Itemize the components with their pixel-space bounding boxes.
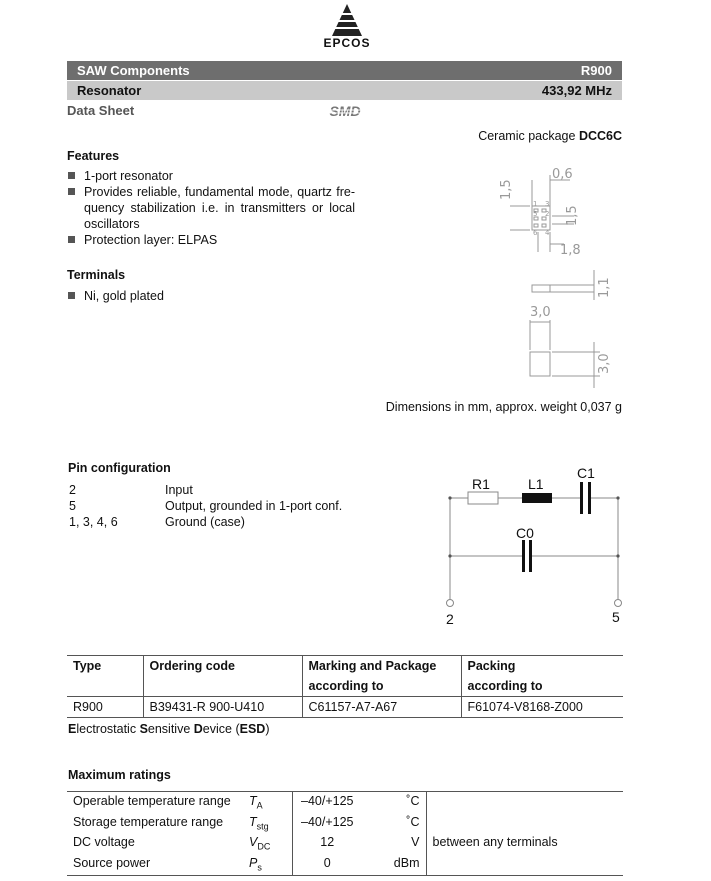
features-list bbox=[67, 168, 355, 248]
c0-label: C0 bbox=[516, 525, 534, 541]
header-cell: Marking and Package bbox=[302, 656, 461, 677]
header-cell: Type bbox=[67, 656, 143, 677]
value-cell: –40/+125 bbox=[292, 792, 362, 814]
dim-label: 0,6 bbox=[552, 167, 573, 182]
unit-cell: V bbox=[411, 835, 420, 849]
features-heading: Features bbox=[67, 149, 120, 163]
header-cell: Ordering code bbox=[143, 656, 302, 677]
l1-label: L1 bbox=[528, 476, 544, 492]
dim-label: 3,0 bbox=[530, 305, 551, 320]
note-cell bbox=[426, 855, 623, 876]
dimensions-caption: Dimensions in mm, approx. weight 0,037 g bbox=[385, 400, 622, 414]
terminals-list bbox=[67, 288, 355, 304]
dim-label: 3,0 bbox=[597, 353, 612, 374]
package-line bbox=[420, 129, 622, 143]
table-row bbox=[67, 814, 623, 835]
pin-number-cell: 5 bbox=[69, 499, 76, 513]
table-cell: F61074-V8168-Z000 bbox=[461, 697, 623, 718]
esd-letter: D bbox=[193, 722, 203, 736]
table-row bbox=[67, 792, 623, 814]
pin-number: 1 bbox=[533, 200, 538, 208]
header-bar-frequency bbox=[67, 81, 622, 100]
table-row bbox=[67, 855, 623, 876]
pin-number: 6 bbox=[533, 229, 538, 237]
ordering-table bbox=[67, 655, 623, 718]
package-drawing bbox=[490, 160, 630, 390]
package-prefix: Ceramic package bbox=[478, 129, 579, 143]
header-cell: Packing bbox=[461, 656, 623, 677]
output-pin-label: 5 bbox=[612, 609, 620, 625]
esd-note bbox=[68, 722, 270, 736]
product-frequency: 433,92 MHz bbox=[541, 83, 612, 98]
product-family: SAW Components bbox=[77, 63, 190, 78]
header-cell bbox=[67, 676, 143, 697]
esd-text: ensitive bbox=[147, 722, 194, 736]
capacitor-plate bbox=[529, 540, 532, 572]
note-cell bbox=[426, 814, 623, 835]
symbol-cell bbox=[243, 792, 292, 814]
symbol-sub: DC bbox=[257, 841, 271, 852]
dim-label: 1,5 bbox=[565, 205, 580, 226]
pin-number: 2 bbox=[545, 210, 550, 218]
product-kind: Resonator bbox=[77, 83, 142, 98]
smd-badge-icon bbox=[310, 104, 380, 118]
max-ratings-heading: Maximum ratings bbox=[68, 768, 171, 782]
pin-number-cell: 1, 3, 4, 6 bbox=[69, 515, 118, 529]
symbol-cell bbox=[243, 834, 292, 855]
input-pin-label: 2 bbox=[446, 611, 454, 627]
package-name: DCC6C bbox=[578, 129, 622, 143]
capacitor-plate bbox=[522, 540, 525, 572]
symbol: V bbox=[249, 835, 258, 849]
dim-label: 1,1 bbox=[597, 277, 612, 298]
inductor-symbol bbox=[522, 493, 552, 503]
symbol-cell bbox=[243, 855, 292, 876]
smd-badge-text: SMD bbox=[329, 104, 361, 118]
table-cell: B39431-R 900-U410 bbox=[143, 697, 302, 718]
capacitor-plate bbox=[588, 482, 591, 514]
pin-number: 4 bbox=[545, 229, 550, 237]
pin-desc-cell: Ground (case) bbox=[165, 515, 245, 529]
param-cell: Storage temperature range bbox=[73, 814, 224, 829]
header-cell: according to bbox=[302, 676, 461, 697]
pin-config-heading: Pin configuration bbox=[68, 461, 171, 475]
doc-subtitle: Data Sheet bbox=[67, 103, 135, 118]
symbol: T bbox=[249, 814, 257, 829]
table-header-row bbox=[67, 656, 623, 677]
table-row bbox=[67, 697, 623, 718]
esd-letter: E bbox=[68, 722, 77, 736]
r1-label: R1 bbox=[472, 476, 490, 492]
unit-cell: dBm bbox=[362, 855, 426, 876]
header-cell bbox=[143, 676, 302, 697]
feature-item: Provides reliable, fundamental mode, quartz fre-quency stabilization i.e. in transmitters or local oscillators bbox=[67, 184, 355, 232]
symbol-sub: A bbox=[256, 800, 263, 811]
esd-text: ) bbox=[265, 722, 270, 736]
esd-abbr: ESD bbox=[239, 722, 266, 736]
param-cell: Source power bbox=[67, 855, 243, 876]
note-cell: between any terminals bbox=[426, 834, 623, 855]
dim-label: 1,5 bbox=[499, 179, 514, 200]
equivalent-circuit-diagram bbox=[430, 460, 640, 630]
terminals-heading: Terminals bbox=[67, 268, 126, 282]
unit-cell: ˚C bbox=[362, 792, 426, 814]
note-cell bbox=[426, 792, 623, 814]
table-cell: R900 bbox=[67, 697, 143, 718]
symbol-sub: stg bbox=[256, 821, 269, 831]
c1-label: C1 bbox=[577, 465, 595, 481]
symbol-cell bbox=[243, 814, 292, 835]
capacitor-plate bbox=[580, 482, 583, 514]
symbol: P bbox=[249, 855, 258, 870]
table-row bbox=[67, 834, 623, 855]
esd-text: lectrostatic bbox=[76, 722, 140, 736]
unit-cell: ˚C bbox=[406, 814, 420, 829]
pin-number-cell: 2 bbox=[69, 483, 76, 497]
esd-text: evice ( bbox=[202, 722, 240, 736]
table-header-row bbox=[67, 676, 623, 697]
pin-desc-cell: Input bbox=[165, 483, 193, 497]
esd-letter: S bbox=[139, 722, 148, 736]
pin-desc-cell: Output, grounded in 1-port conf. bbox=[165, 499, 343, 513]
value-cell: –40/+125 bbox=[292, 814, 362, 835]
table-cell: C61157-A7-A67 bbox=[302, 697, 461, 718]
param-cell: DC voltage bbox=[73, 835, 135, 849]
max-ratings-table bbox=[67, 791, 623, 876]
header-bar-product bbox=[67, 61, 622, 80]
brand-name: EPCOS bbox=[323, 36, 371, 50]
feature-item: Protection layer: ELPAS bbox=[67, 232, 355, 248]
param-cell: Operable temperature range bbox=[67, 792, 243, 814]
dim-label: 1,8 bbox=[560, 243, 581, 258]
feature-item: 1-port resonator bbox=[67, 168, 355, 184]
product-type: R900 bbox=[580, 63, 612, 78]
terminal-item: Ni, gold plated bbox=[67, 288, 355, 304]
symbol-sub: s bbox=[257, 862, 262, 872]
value-cell: 12 bbox=[292, 834, 362, 855]
pin-number: 5 bbox=[533, 210, 538, 218]
symbol: T bbox=[249, 794, 257, 808]
header-cell: according to bbox=[461, 676, 623, 697]
value-cell: 0 bbox=[292, 855, 362, 876]
pin-number: 3 bbox=[545, 200, 550, 208]
